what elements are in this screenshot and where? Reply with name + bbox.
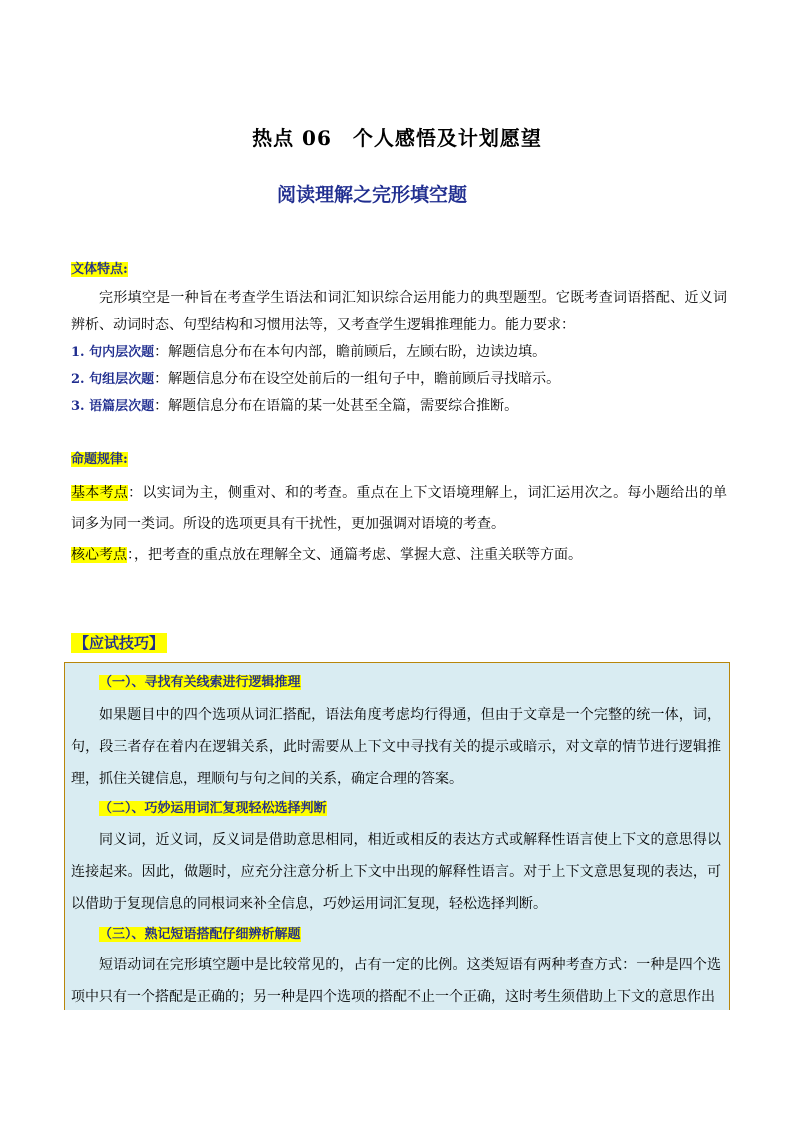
level-text-3: ：解题信息分布在语篇的某一处甚至全篇，需要综合推断。 (154, 398, 519, 414)
level-item-1 (71, 339, 731, 366)
level-label-3: 3. 语篇层次题 (71, 399, 155, 414)
tip-heading-2: （二）、巧妙运用词汇复现轻松选择判断 (99, 801, 327, 816)
core-point-label: 核心考点 (71, 547, 127, 563)
rules-label: 命题规律: (71, 452, 128, 467)
rules-label-wrap (71, 448, 128, 467)
tips-box (64, 662, 730, 1010)
features-label: 文体特点: (71, 262, 128, 277)
features-intro: 完形填空是一种旨在考查学生语法和词汇知识综合运用能力的典型题型。它既考查词语搭配、近义词辨析、动词时态、句型结构和习惯用法等，又考查学生逻辑推理能力。能力要求： (71, 290, 727, 333)
core-point (71, 540, 727, 571)
tip-heading-2-wrap (99, 797, 327, 816)
tip-heading-3-wrap (99, 923, 301, 942)
level-item-3 (71, 393, 731, 420)
tip-heading-1: （一）、寻找有关线索进行逻辑推理 (99, 675, 301, 690)
level-label-1: 1. 句内层次题 (71, 345, 155, 360)
level-label-2: 2. 句组层次题 (71, 372, 155, 387)
features-label-wrap (71, 258, 128, 277)
tip-body-3: 短语动词在完形填空题中是比较常见的，占有一定的比例。这类短语有两种考查方式：一种是四个选项中只有一个搭配是正确的；另一种是四个选项的搭配不止一个正确，这时考生须借助上下文的意思作出 (71, 957, 721, 1005)
tips-label-wrap (71, 632, 167, 653)
tip-heading-1-wrap (99, 671, 301, 690)
page-title: 热点 06 个人感悟及计划愿望 (252, 126, 542, 150)
tips-label: 【应试技巧】 (71, 633, 167, 653)
core-point-text: ：，把考查的重点放在理解全文、通篇考虑、掌握大意、注重关联等方面。 (127, 547, 582, 563)
page-subtitle: 阅读理解之完形填空题 (276, 184, 467, 206)
level-text-1: ：解题信息分布在本句内部，瞻前顾后，左顾右盼，边读边填。 (154, 344, 547, 360)
tip-body-1: 如果题目中的四个选项从词汇搭配，语法角度考虑均行得通，但由于文章是一个完整的统一体，词，句，段三者存在着内在逻辑关系，此时需要从上下文中寻找有关的提示或暗示，对文章的情节进行逻辑推理，抓住关键信息，理顺句与句之间的关系，确定合理的答案。 (71, 707, 721, 787)
basic-point-text: ：以实词为主，侧重对、和的考查。重点在上下文语境理解上，词汇运用次之。每小题给出的单词多为同一类词。所设的选项更具有干扰性，更加强调对语境的考查。 (71, 485, 728, 532)
tip-body-2: 同义词，近义词，反义词是借助意思相同，相近或相反的表达方式或解释性语言使上下文的意思得以连接起来。因此，做题时，应充分注意分析上下文中出现的解释性语言。对于上下文意思复现的表达，可以借助于复现信息的同根词来补全信息，巧妙运用词汇复现，轻松选择判断。 (71, 832, 721, 912)
level-item-2 (71, 366, 731, 393)
tip-heading-3: （三）、熟记短语搭配仔细辨析解题 (99, 927, 301, 942)
basic-point (71, 478, 727, 540)
basic-point-label: 基本考点 (71, 485, 129, 501)
level-text-2: ：解题信息分布在设空处前后的一组句子中，瞻前顾后寻找暗示。 (154, 371, 561, 387)
